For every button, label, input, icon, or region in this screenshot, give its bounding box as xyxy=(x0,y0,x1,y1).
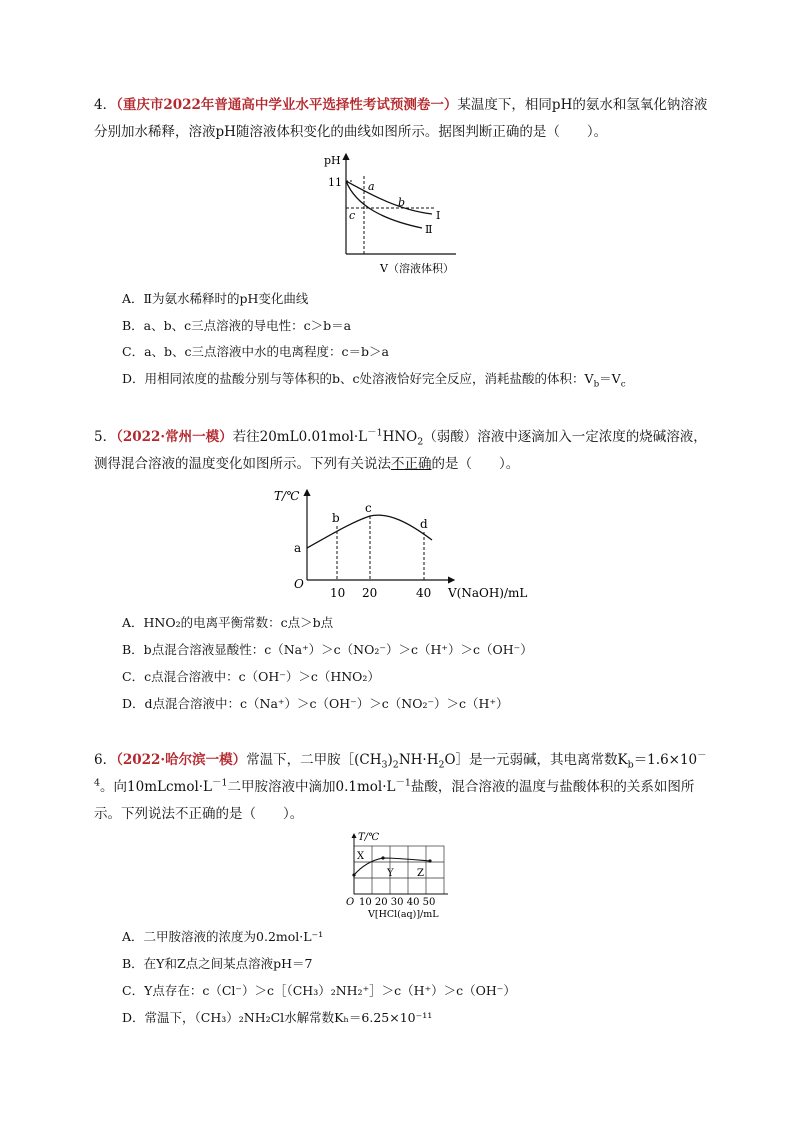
point-d: d xyxy=(420,517,428,531)
origin-label: O xyxy=(346,897,355,908)
point-b: b xyxy=(332,511,340,525)
question-5-stem: 5．（2022·常州一模）若往$20mL0.01mol\cdot L^{-1}HNO_2$（弱酸）溶液中逐滴加入一定浓度的烧碱溶液，测得混合溶液的温度变化如图所示。下列有关说法不正确的是（ ）。 xyxy=(94,427,707,472)
q5-option-d[interactable]: D．d点混合溶液中：c（Na⁺）＞c（OH⁻）＞c（NO₂⁻）＞c（H⁺） xyxy=(122,696,509,711)
curve-1 xyxy=(346,181,432,214)
x-axis-label: V[HCl(aq)]/mL xyxy=(368,909,439,920)
q5-option-c[interactable]: C．c点混合溶液中：c（OH⁻）＞c（HNO₂） xyxy=(122,669,380,684)
q4-option-d[interactable]: D．用相同浓度的盐酸分别与等体积的b、c处溶液恰好完全反应，消耗盐酸的体积：$V_b=V_c$ xyxy=(122,371,626,390)
point-a: a xyxy=(294,541,302,555)
q6-option-c[interactable]: C．Y点存在：c（Cl⁻）＞c［（CH₃）₂NH₂⁺］＞c（H⁺）＞c（OH⁻） xyxy=(122,983,516,998)
curve-1-label: Ⅰ xyxy=(436,209,441,222)
point-c: c xyxy=(349,209,356,222)
x-tick-10: 10 xyxy=(330,586,346,600)
q4-option-c[interactable]: C．a、b、c三点溶液中水的电离程度：c＝b＞a xyxy=(122,344,389,359)
question-4-stem xyxy=(94,92,714,146)
curve-2 xyxy=(346,181,422,228)
y-tick-11: 11 xyxy=(328,176,342,189)
q6-temperature-grid-graph xyxy=(338,828,458,920)
point-a: a xyxy=(368,180,375,193)
origin-label: O xyxy=(294,577,304,591)
curve-2-label: Ⅱ xyxy=(425,223,433,236)
question-number: 4． xyxy=(94,97,117,113)
question-text: 某温度下，相同pH的氨水和氢氧化钠溶液分别加水稀释，溶液pH随溶液体积变化的曲线如图所示。据图判断正确的是（ ）。 xyxy=(94,97,708,140)
y-axis-label: pH xyxy=(324,154,341,167)
q6-option-b[interactable]: B．在Y和Z点之间某点溶液pH＝7 xyxy=(122,956,313,971)
question-source: （重庆市2022年普通高中学业水平选择性考试预测卷一） xyxy=(116,97,458,113)
y-axis-label: T/℃ xyxy=(358,832,380,843)
question-6-stem: 6．（2022·哈尔滨一模）常温下，二甲胺$[(CH_3)_2NH\cdot H_2O]$是一元弱碱，其电离常数$K_b=1.6\times 10^{-4}$。向$10mLcmol\cdot L^{-1}$二甲胺溶液中滴加$0.1mol\cdot L^{-1}$盐酸，混合溶液的温度与盐酸体积的关系如图所示。下列说法不正确的是（ ）。 xyxy=(94,750,707,822)
question-source: （2022·哈尔滨一模） xyxy=(116,752,247,768)
x-axis-label: V（溶液体积） xyxy=(380,262,454,275)
q6-option-a[interactable]: A．二甲胺溶液的浓度为0.2mol·L⁻¹ xyxy=(122,929,324,944)
point-y: Y xyxy=(387,868,394,879)
q4-ph-dilution-graph xyxy=(318,148,478,280)
q5-temperature-graph xyxy=(272,484,532,606)
x-tick-40: 40 xyxy=(416,586,432,600)
x-tick-20: 20 xyxy=(362,586,378,600)
underlined-not-correct: 不正确 xyxy=(391,456,432,472)
q5-option-b[interactable]: B．b点混合溶液显酸性：c（Na⁺）＞c（NO₂⁻）＞c（H⁺）＞c（OH⁻） xyxy=(122,642,533,657)
question-number: 5． xyxy=(94,429,117,445)
point-z: Z xyxy=(417,868,424,879)
question-source: （2022·常州一模） xyxy=(116,429,233,445)
q4-option-a[interactable]: A．Ⅱ为氨水稀释时的pH变化曲线 xyxy=(122,291,309,306)
point-b: b xyxy=(398,196,406,209)
q4-option-b[interactable]: B．a、b、c三点溶液的导电性：c＞b＝a xyxy=(122,318,352,333)
y-axis-label: T/℃ xyxy=(274,489,300,503)
x-axis-label: V(NaOH)/mL xyxy=(448,586,528,600)
q5-option-a[interactable]: A．HNO₂的电离平衡常数：c点＞b点 xyxy=(122,615,334,630)
grid xyxy=(354,846,444,894)
question-number: 6． xyxy=(94,752,117,768)
x-ticks: 10 20 30 40 50 xyxy=(359,897,436,908)
point-c: c xyxy=(365,501,372,515)
q6-option-d[interactable]: D．常温下，（CH₃）₂NH₂Cl水解常数Kₕ＝6.25×10⁻¹¹ xyxy=(122,1010,433,1025)
point-x: X xyxy=(357,851,365,862)
